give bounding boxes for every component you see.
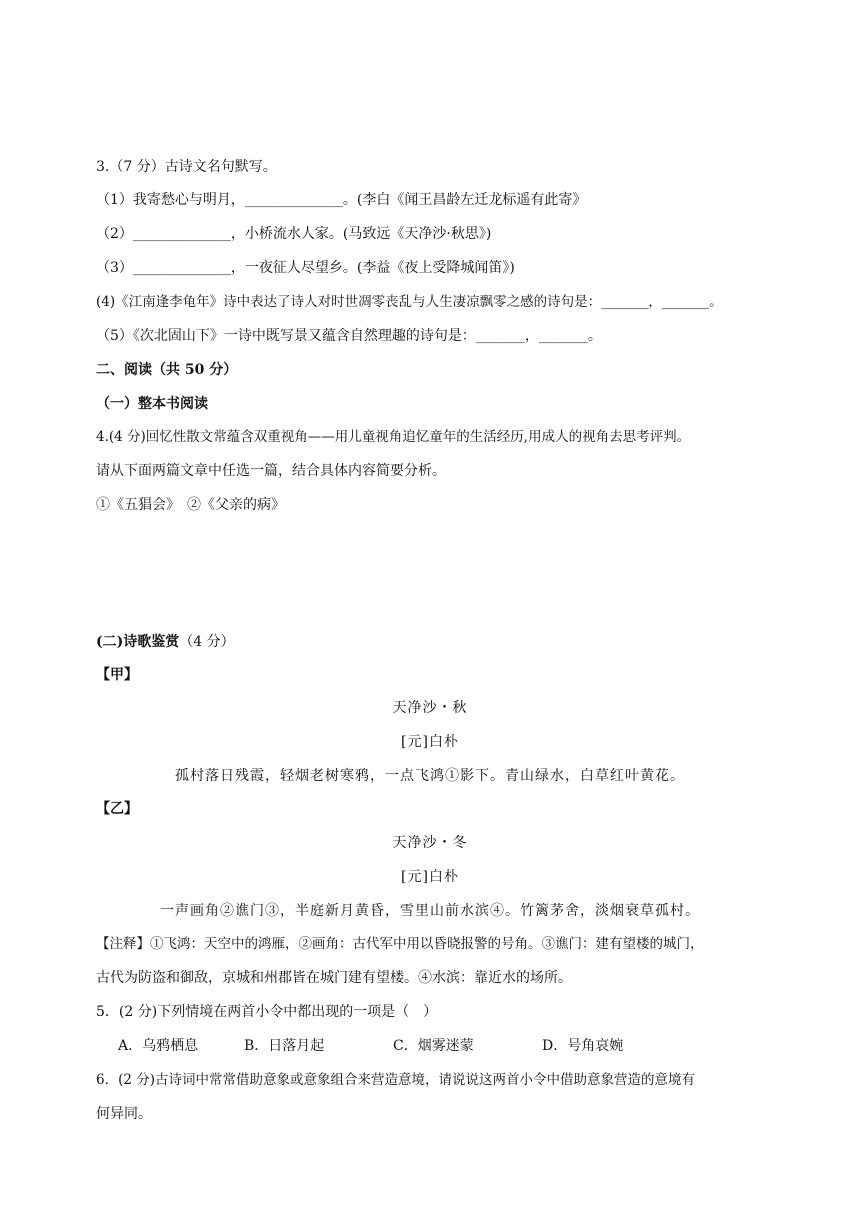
q4-line-2: 请从下面两篇文章中任选一篇，结合具体内容简要分析。 (96, 463, 446, 479)
poem-a-tag: 【甲】 (96, 667, 138, 683)
notes-line-1: 【注释】①飞鸿：天空中的鸿雁，②画角：古代军中用以昏晓报警的号角。③谯门：建有望楼的城门， (96, 936, 704, 952)
poem-b-title: 天净沙・冬 (392, 835, 468, 851)
section-2-part-1-title: （一）整本书阅读 (96, 396, 208, 412)
poem-b-tag: 【乙】 (96, 801, 138, 817)
q3-item-2: （2）______________，小桥流水人家。(马致远《天净沙·秋思》) (96, 226, 492, 242)
q6-line-2: 何异同。 (96, 1106, 152, 1122)
poem-a-author: [元]白朴 (401, 734, 459, 750)
section-2-part-2-score: （4 分） (179, 634, 235, 650)
q3-item-4: (4)《江南逢李龟年》诗中表达了诗人对时世凋零丧乱与人生凄凉飘零之感的诗句是：_______，_______。 (96, 294, 723, 310)
poem-a-text: 孤村落日残霞，轻烟老树寒鸦，一点飞鸿①影下。青山绿水，白草红叶黄花。 (175, 768, 685, 784)
q4-line-1: 4.(4 分)回忆性散文常蕴含双重视角——用儿童视角追忆童年的生活经历,用成人的视角去思考评判。 (96, 429, 691, 445)
section-2-part-2-heading (96, 632, 235, 652)
section-2-title: 二、阅读（共 50 分） (96, 362, 238, 378)
q4-options: ①《五猖会》 ②《父亲的病》 (96, 497, 285, 513)
poem-b-author: [元]白朴 (401, 869, 459, 885)
q3-item-1: （1）我寄愁心与明月，______________。(李白《闻王昌龄左迁龙标遥有此寄》 (96, 192, 587, 208)
poem-a-title: 天净沙・秋 (392, 700, 468, 716)
poem-b-text: 一声画角②谯门③，半庭新月黄昏，雪里山前水滨④。竹篱茅舍，淡烟衰草孤村。 (160, 903, 700, 919)
notes-line-2: 古代为防盗和御敌，京城和州郡皆在城门建有望楼。④水滨：靠近水的场所。 (96, 970, 572, 986)
q5-option-c: C．烟雾迷蒙 (393, 1038, 474, 1054)
q5-option-a: A．乌鸦栖息 (118, 1038, 199, 1054)
q5-option-d: D．号角哀婉 (542, 1038, 624, 1054)
q5-stem: 5．(2 分)下列情境在两首小令中都出现的一项是（ ） (96, 1004, 438, 1020)
q6-line-1: 6．(2 分)古诗词中常常借助意象或意象组合来营造意境，请说说这两首小令中借助意象营造的意境有 (96, 1072, 696, 1088)
q5-option-b: B．日落月起 (244, 1038, 325, 1054)
q3-item-3: （3）______________，一夜征人尽望乡。(李益《夜上受降城闻笛》) (96, 260, 515, 276)
q3-item-5: （5）《次北固山下》一诗中既写景又蕴含自然理趣的诗句是：_______，_______。 (96, 328, 602, 344)
section-2-part-2-title: (二)诗歌鉴赏 (96, 634, 180, 650)
q3-title: 3.（7 分）古诗文名句默写。 (96, 159, 277, 175)
